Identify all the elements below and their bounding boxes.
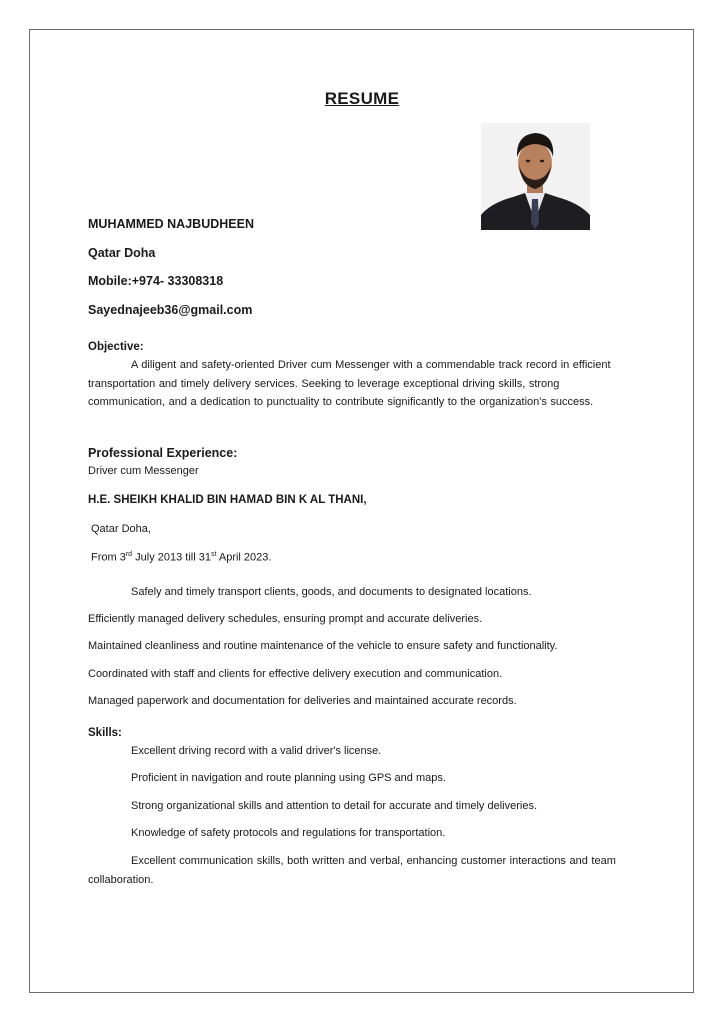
employment-dates [91, 546, 271, 567]
dates-middle: July 2013 till 31 [132, 551, 211, 564]
page-border [29, 29, 694, 993]
objective-text: A diligent and safety-oriented Driver cum Messenger with a commendable track record in efficient transportation and timely delivery services. Seeking to leverage exceptional driving skills, strong communication, and a dedication to punctuality to contribute significantly to the organization's success. [88, 359, 611, 408]
experience-role: Driver cum Messenger [88, 465, 199, 477]
duty-item: Maintained cleanliness and routine maintenance of the vehicle to ensure safety and functionality. [88, 640, 558, 652]
skills-heading: Skills: [88, 727, 122, 739]
duty-item: Efficiently managed delivery schedules, ensuring prompt and accurate deliveries. [88, 613, 483, 625]
resume-title: RESUME [324, 89, 400, 108]
duty-item: Managed paperwork and documentation for deliveries and maintained accurate records. [88, 695, 517, 707]
duty-item: Safely and timely transport clients, goods, and documents to designated locations. [131, 586, 532, 598]
profile-photo-illustration [481, 123, 590, 230]
dates-prefix: From 3 [91, 551, 126, 564]
skill-item: Proficient in navigation and route planning using GPS and maps. [131, 772, 446, 784]
employer-name: H.E. SHEIKH KHALID BIN HAMAD BIN K AL THANI, [88, 494, 367, 506]
candidate-name: MUHAMMED NAJBUDHEEN [88, 217, 254, 231]
dates-end-sup: st [210, 551, 217, 558]
profile-photo [481, 123, 590, 230]
skill-item: Excellent driving record with a valid driver's license. [131, 745, 382, 757]
candidate-location: Qatar Doha [88, 246, 156, 260]
skill-item: Knowledge of safety protocols and regulations for transportation. [131, 827, 446, 839]
objective-heading: Objective: [88, 341, 144, 353]
candidate-email: Sayednajeeb36@gmail.com [88, 303, 253, 317]
skill-item: Strong organizational skills and attention to detail for accurate and timely deliveries. [131, 800, 538, 812]
skill-item: Excellent communication skills, both written and verbal, enhancing customer interactions and team collaboration. [88, 855, 616, 886]
dates-suffix: April 2023. [216, 551, 272, 564]
employer-location: Qatar Doha, [91, 523, 151, 535]
experience-heading: Professional Experience: [88, 446, 238, 460]
candidate-mobile: Mobile:+974- 33308318 [88, 274, 224, 288]
duty-item: Coordinated with staff and clients for effective delivery execution and communication. [88, 668, 503, 680]
dates-start-sup: rd [125, 551, 133, 558]
